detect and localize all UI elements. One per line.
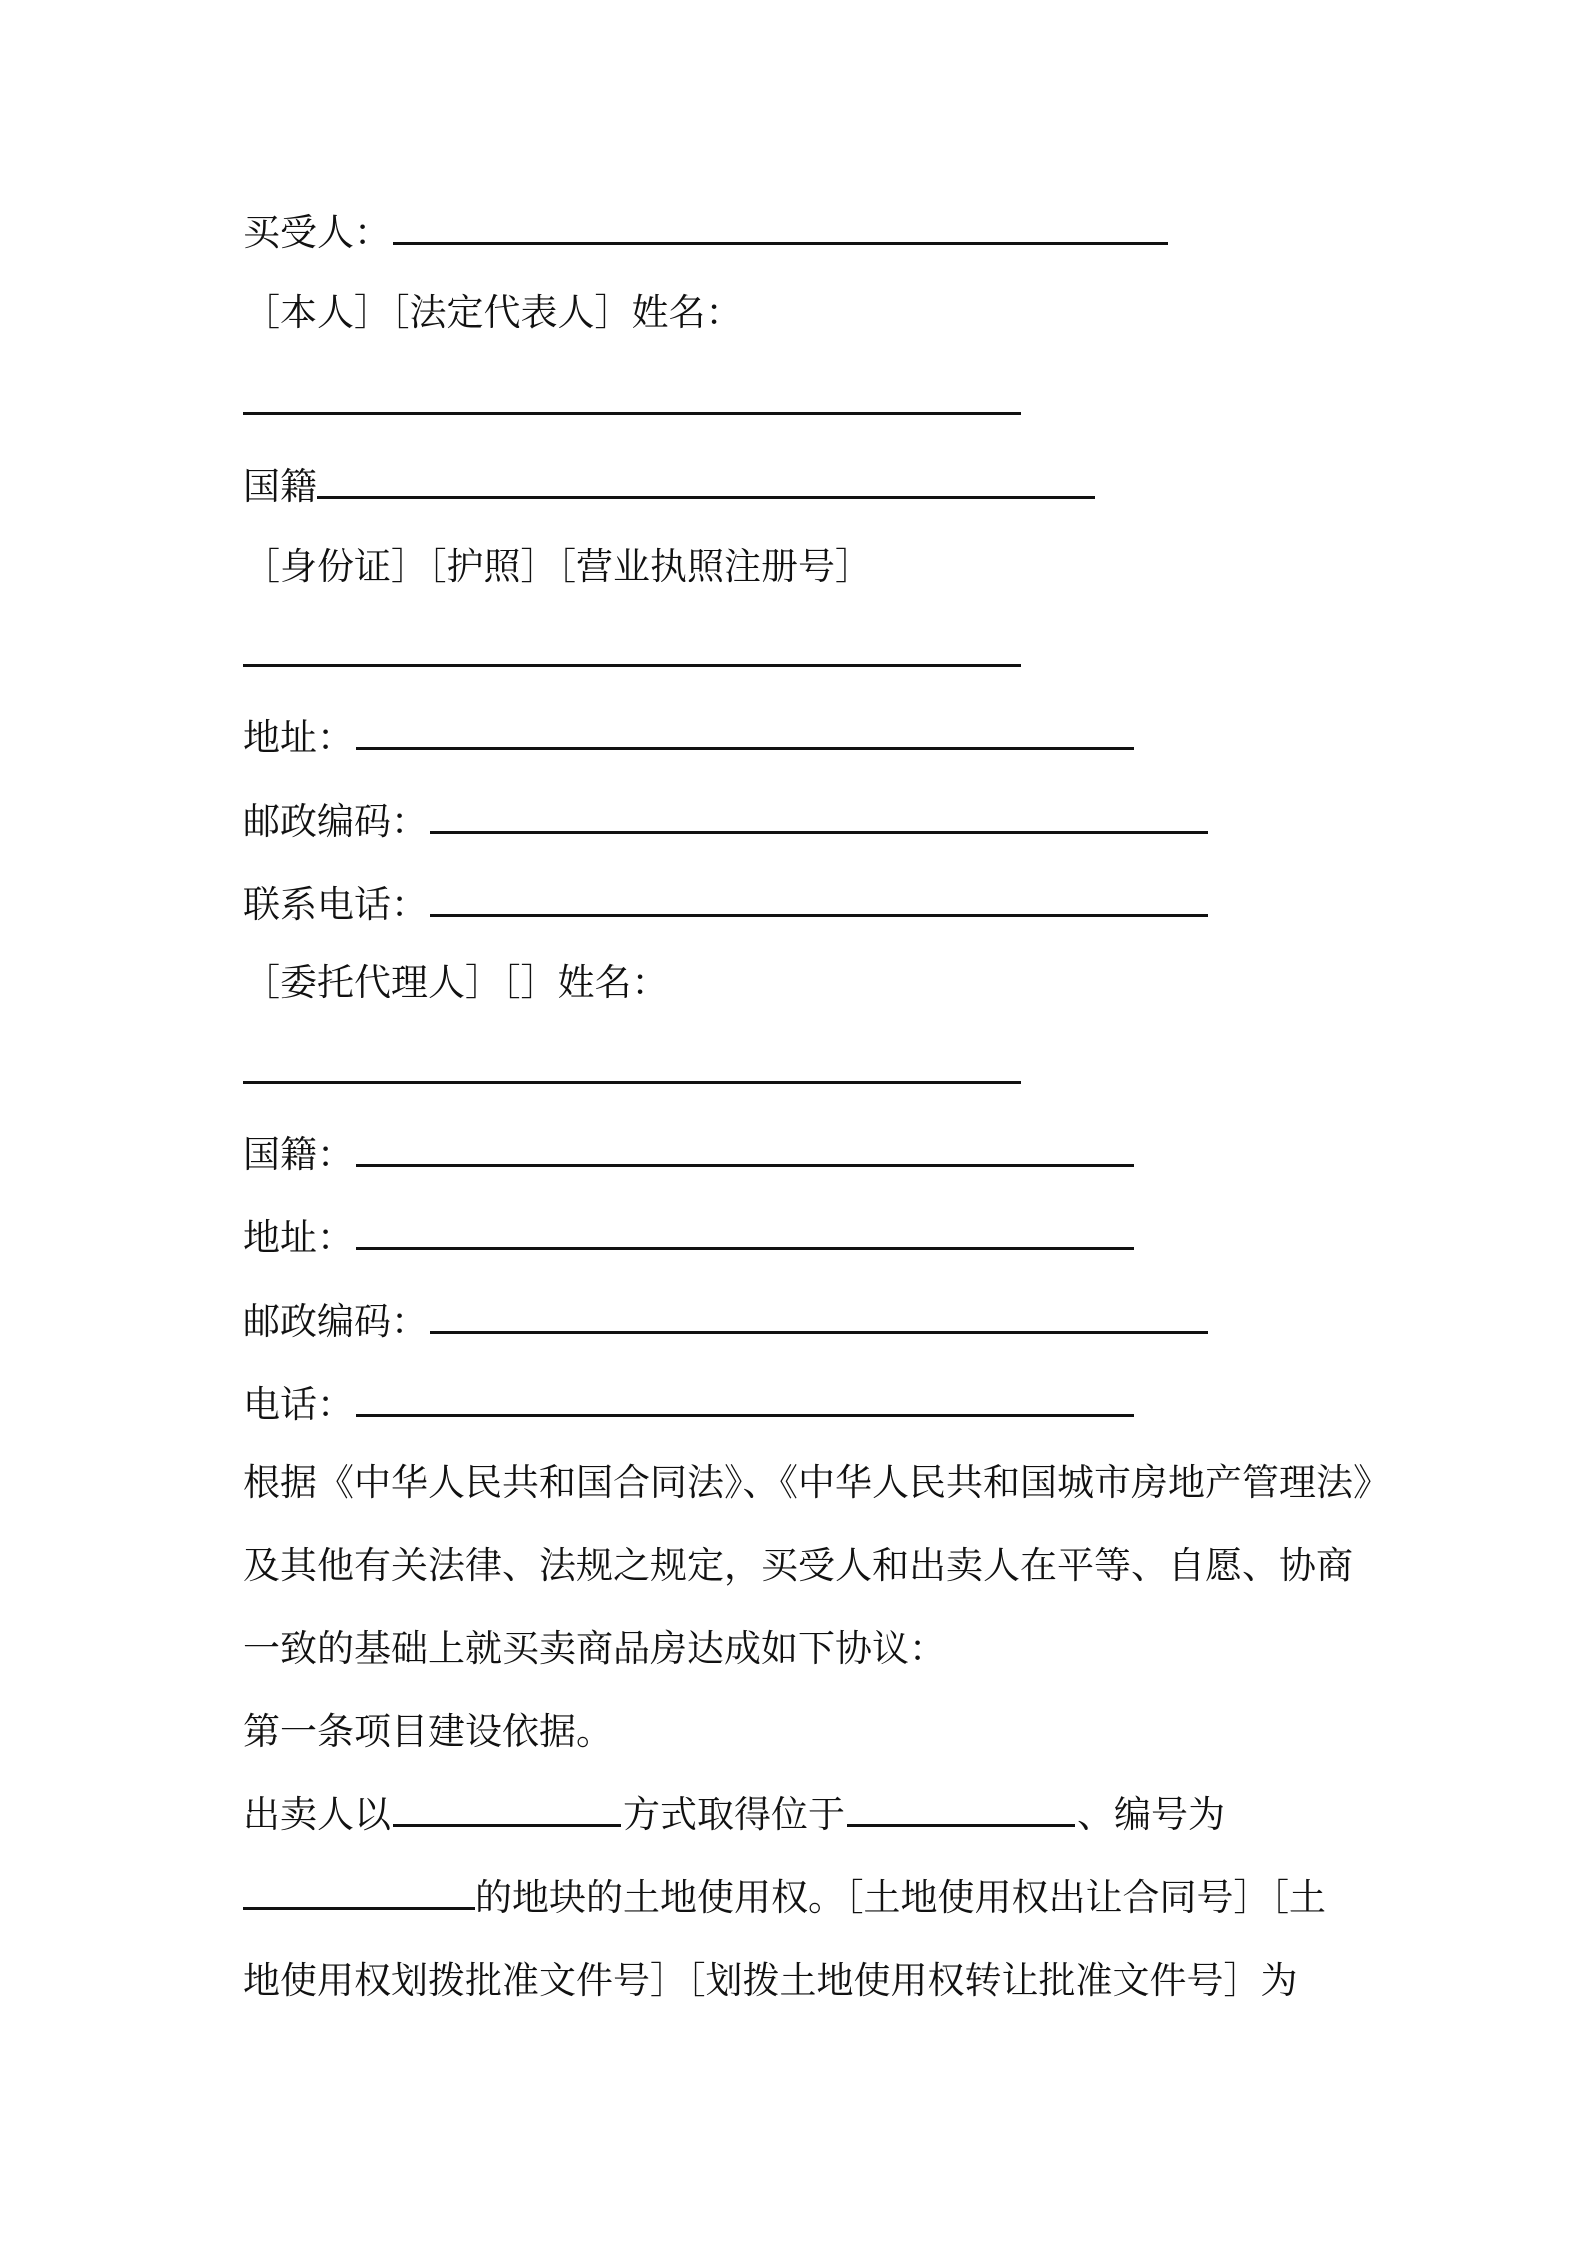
- agent-phone-label: 电话：: [243, 1383, 354, 1426]
- agent-address-label: 地址：: [243, 1216, 354, 1259]
- article1-line-3: 地使用权划拨批准文件号］［划拨土地使用权转让批准文件号］为: [243, 1959, 1298, 2002]
- buyer-address-line: [243, 713, 1136, 763]
- agent-address-blank[interactable]: [356, 1213, 1134, 1250]
- preamble-line-2: 及其他有关法律、法规之规定，买受人和出卖人在平等、自愿、协商: [243, 1544, 1353, 1587]
- agent-line: [243, 958, 669, 1008]
- buyer-nationality-line: [243, 462, 1097, 512]
- buyer-phone-line: [243, 880, 1210, 930]
- buyer-id-blank[interactable]: [243, 630, 1021, 667]
- buyer-nationality-label: 国籍: [243, 465, 317, 508]
- agent-postcode-blank[interactable]: [430, 1297, 1208, 1334]
- buyer-phone-blank[interactable]: [430, 880, 1208, 917]
- agent-phone-blank[interactable]: [356, 1380, 1134, 1417]
- buyer-address-label: 地址：: [243, 716, 354, 759]
- buyer-address-blank[interactable]: [356, 713, 1134, 750]
- agent-phone-line: [243, 1380, 1136, 1430]
- buyer-phone-label: 联系电话：: [243, 883, 428, 926]
- agent-address-line: [243, 1213, 1136, 1263]
- buyer-postcode-blank[interactable]: [430, 797, 1208, 834]
- article1-l1-part1: 出卖人以: [243, 1793, 391, 1836]
- buyer-id-line: [243, 542, 872, 592]
- agent-postcode-line: [243, 1297, 1210, 1347]
- parcel-number-blank[interactable]: [243, 1873, 475, 1910]
- preamble-line-3: 一致的基础上就买卖商品房达成如下协议：: [243, 1627, 946, 1670]
- agent-postcode-label: 邮政编码：: [243, 1300, 428, 1343]
- article1-line-2: [243, 1873, 1326, 1923]
- buyer-principal-name-blank[interactable]: [243, 378, 1021, 415]
- buyer-line: [243, 208, 1170, 258]
- preamble-line-1: 根据《中华人民共和国合同法》、《中华人民共和国城市房地产管理法》: [243, 1461, 1390, 1504]
- buyer-postcode-line: [243, 797, 1210, 847]
- buyer-principal-line: [243, 288, 743, 338]
- buyer-id-blank-line: [243, 630, 1021, 680]
- buyer-principal-blank-line: [243, 378, 1021, 428]
- agent-label: ［委托代理人］［］姓名：: [243, 961, 669, 1004]
- buyer-label: 买受人：: [243, 211, 391, 254]
- agent-name-blank[interactable]: [243, 1047, 1021, 1084]
- buyer-postcode-label: 邮政编码：: [243, 800, 428, 843]
- agent-nationality-label: 国籍：: [243, 1133, 354, 1176]
- acquisition-method-blank[interactable]: [393, 1790, 621, 1827]
- article1-l2-part1: 的地块的土地使用权。［土地使用权出让合同号］［土: [475, 1876, 1326, 1919]
- buyer-nationality-blank[interactable]: [317, 462, 1095, 499]
- agent-nationality-line: [243, 1130, 1136, 1180]
- article1-l1-part2: 方式取得位于: [623, 1793, 845, 1836]
- location-blank[interactable]: [847, 1790, 1075, 1827]
- agent-nationality-blank[interactable]: [356, 1130, 1134, 1167]
- buyer-blank[interactable]: [393, 208, 1168, 245]
- buyer-principal-label: ［本人］［法定代表人］姓名：: [243, 291, 743, 334]
- article1-l1-part3: 、编号为: [1077, 1793, 1225, 1836]
- article1-title: 第一条项目建设依据。: [243, 1710, 613, 1753]
- agent-name-blank-line: [243, 1047, 1021, 1097]
- article1-line-1: [243, 1790, 1225, 1840]
- buyer-id-label: ［身份证］［护照］［营业执照注册号］: [243, 545, 872, 588]
